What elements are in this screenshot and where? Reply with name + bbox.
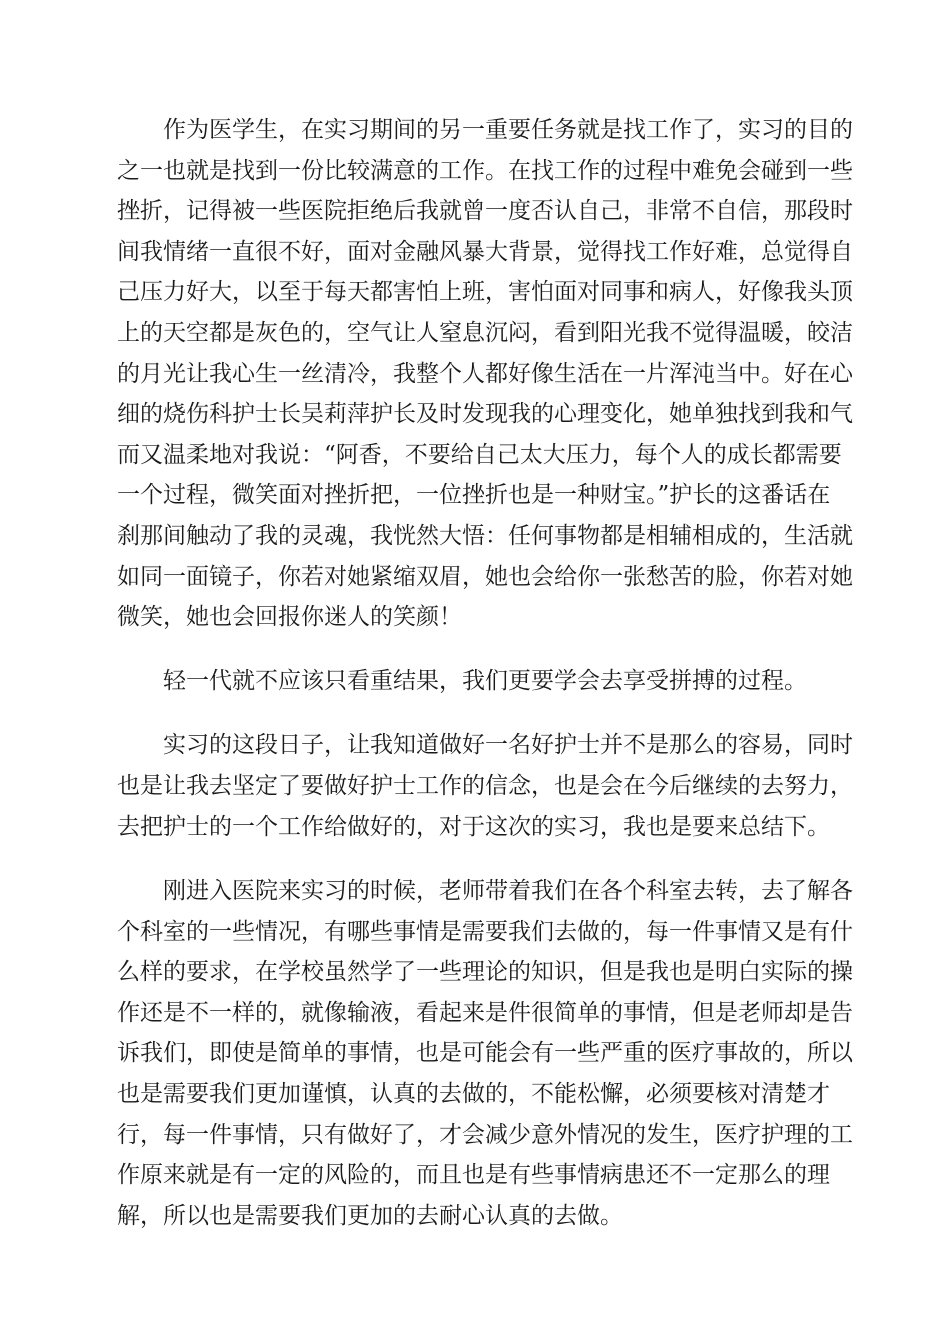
text-line: 么样的要求，在学校虽然学了一些理论的知识，但是我也是明白实际的操 (117, 959, 853, 986)
text-line: 也是让我去坚定了要做好护士工作的信念，也是会在今后继续的去努力， (117, 772, 853, 799)
paragraph-2 (117, 661, 833, 702)
text-line: 也是需要我们更加谨慎，认真的去做的，不能松懈，必须要核对清楚才 (117, 1081, 830, 1108)
text-line: 轻一代就不应该只看重结果，我们更要学会去享受拼搏的过程。 (163, 667, 807, 694)
text-line: 而又温柔地对我说：“阿香，不要给自己太大压力，每个人的成长都需要 (117, 441, 842, 468)
text-line: 去把护士的一个工作给做好的，对于这次的实习，我也是要来总结下。 (117, 813, 830, 840)
text-line: 间我情绪一直很不好，面对金融风暴大背景，觉得找工作好难，总觉得自 (117, 238, 853, 265)
text-line: 行，每一件事情，只有做好了，才会减少意外情况的发生，医疗护理的工 (117, 1121, 853, 1148)
text-line: 如同一面镜子，你若对她紧缩双眉，她也会给你一张愁苦的脸，你若对她 (117, 563, 853, 590)
paragraph-4 (117, 871, 853, 1236)
paragraph-3 (117, 725, 853, 847)
text-line: 之一也就是找到一份比较满意的工作。在找工作的过程中难免会碰到一些 (117, 157, 853, 184)
text-line: 作为医学生，在实习期间的另一重要任务就是找工作了，实习的目的 (163, 117, 853, 143)
text-line: 一个过程，微笑面对挫折把，一位挫折也是一种财宝。”护长的这番话在 (117, 482, 831, 509)
text-line: 作原来就是有一定的风险的，而且也是有些事情病患还不一定那么的理 (117, 1162, 830, 1189)
text-line: 的月光让我心生一丝清冷，我整个人都好像生活在一片浑沌当中。好在心 (117, 360, 853, 387)
text-line: 细的烧伤科护士长吴莉萍护长及时发现我的心理变化，她单独找到我和气 (117, 401, 853, 428)
text-line: 刹那间触动了我的灵魂，我恍然大悟：任何事物都是相辅相成的，生活就 (117, 522, 853, 549)
paragraph-1 (117, 110, 853, 638)
text-line: 微笑，她也会回报你迷人的笑颜！ (117, 604, 462, 631)
text-line: 上的天空都是灰色的，空气让人窒息沉闷，看到阳光我不觉得温暖，皎洁 (117, 319, 853, 346)
text-line: 作还是不一样的，就像输液，看起来是件很简单的事情，但是老师却是告 (117, 999, 853, 1026)
text-line: 实习的这段日子，让我知道做好一名好护士并不是那么的容易，同时 (163, 732, 853, 759)
text-line: 刚进入医院来实习的时候，老师带着我们在各个科室去转，去了解各 (163, 878, 853, 905)
text-line: 解，所以也是需要我们更加的去耐心认真的去做。 (117, 1202, 623, 1229)
text-line: 己压力好大，以至于每天都害怕上班，害怕面对同事和病人，好像我头顶 (117, 279, 853, 306)
document-body (117, 110, 853, 1236)
text-line: 个科室的一些情况，有哪些事情是需要我们去做的，每一件事情又是有什 (117, 918, 853, 945)
text-line: 挫折，记得被一些医院拒绝后我就曾一度否认自己，非常不自信，那段时 (117, 198, 853, 225)
text-line: 诉我们，即使是简单的事情，也是可能会有一些严重的医疗事故的，所以 (117, 1040, 853, 1067)
